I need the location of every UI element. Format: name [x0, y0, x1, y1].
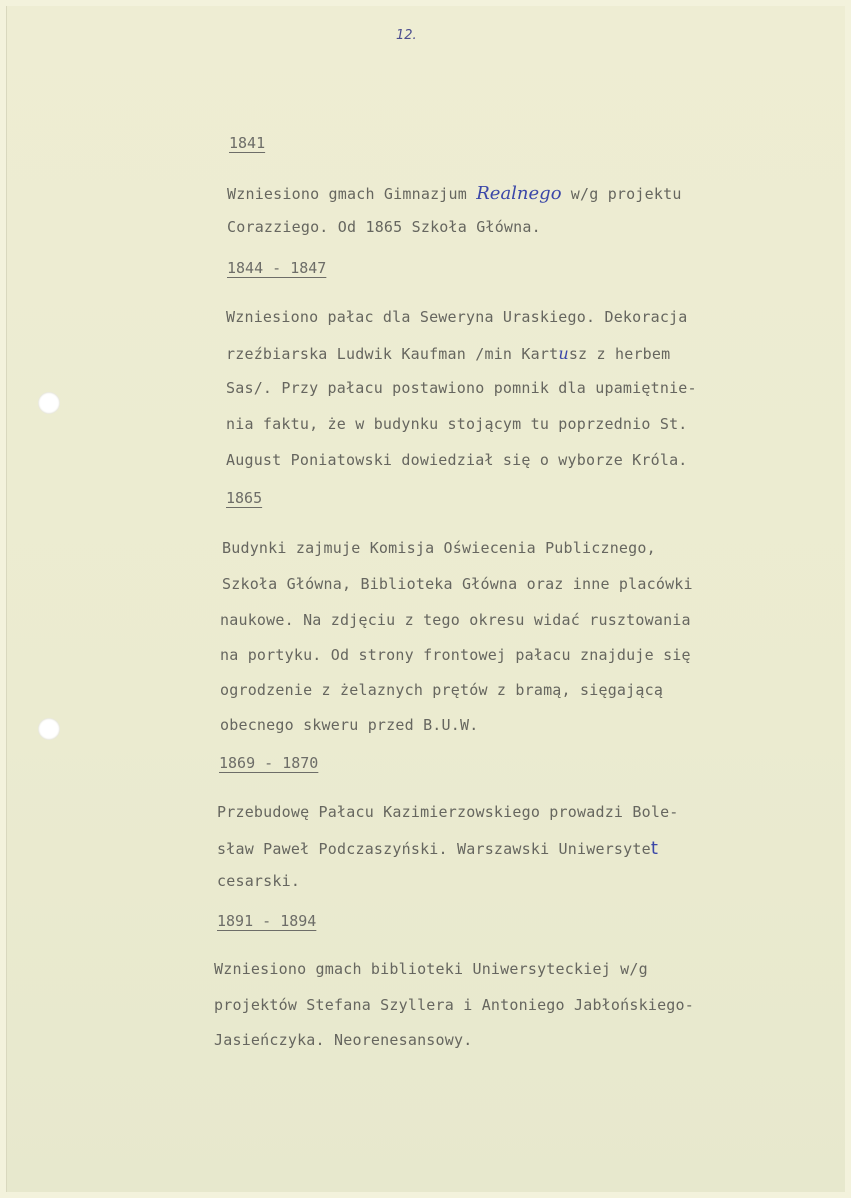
text-line: rzeźbiarska Ludwik Kaufman /min Kartusz z herbem — [226, 344, 671, 363]
text-line: Przebudowę Pałacu Kazimierzowskiego prowadzi Bole- — [217, 803, 679, 821]
text-line: obecnego skweru przed B.U.W. — [220, 716, 479, 734]
text-line: sław Paweł Podczaszyński. Warszawski Uniwersytet — [217, 838, 659, 859]
text-line: ogrodzenie z żelaznych prętów z bramą, sięgającą — [220, 681, 664, 699]
text-line: Wzniesiono gmach Gimnazjum Realnego w/g projektu — [227, 183, 682, 204]
text-line: Sas/. Przy pałacu postawiono pomnik dla upamiętnie- — [226, 379, 697, 397]
text-line: Szkoła Główna, Biblioteka Główna oraz inne placówki — [222, 575, 693, 593]
section-year-heading: 1869 - 1870 — [219, 754, 319, 772]
text-line: Wzniesiono gmach biblioteki Uniwersyteckiej w/g — [214, 960, 648, 978]
text-line: nia faktu, że w budynku stojącym tu poprzednio St. — [226, 415, 688, 433]
handwritten-insertion: u — [558, 344, 569, 363]
text-line: Corazziego. Od 1865 Szkoła Główna. — [227, 218, 541, 236]
section-year-heading: 1891 - 1894 — [217, 912, 317, 930]
text-line: projektów Stefana Szyllera i Antoniego Jabłońskiego- — [214, 996, 694, 1014]
text-line: cesarski. — [217, 872, 301, 890]
text-line: August Poniatowski dowiedział się o wyborze Króla. — [226, 451, 688, 469]
text-line: Wzniesiono pałac dla Seweryna Uraskiego. Dekoracja — [226, 308, 688, 326]
section-year-heading: 1844 - 1847 — [227, 259, 327, 277]
section-year-heading: 1841 — [229, 134, 266, 152]
handwritten-insertion: Realnego — [476, 183, 562, 204]
handwritten-insertion: t — [650, 838, 659, 859]
punch-hole — [38, 392, 60, 414]
page-number: 12. — [396, 28, 417, 43]
punch-hole — [38, 718, 60, 740]
text-line: Budynki zajmuje Komisja Oświecenia Publicznego, — [222, 539, 656, 557]
text-line: naukowe. Na zdjęciu z tego okresu widać rusztowania — [220, 611, 691, 629]
text-line: Jasieńczyka. Neorenesansowy. — [214, 1031, 473, 1049]
section-year-heading: 1865 — [226, 489, 263, 507]
text-line: na portyku. Od strony frontowej pałacu znajduje się — [220, 646, 691, 664]
